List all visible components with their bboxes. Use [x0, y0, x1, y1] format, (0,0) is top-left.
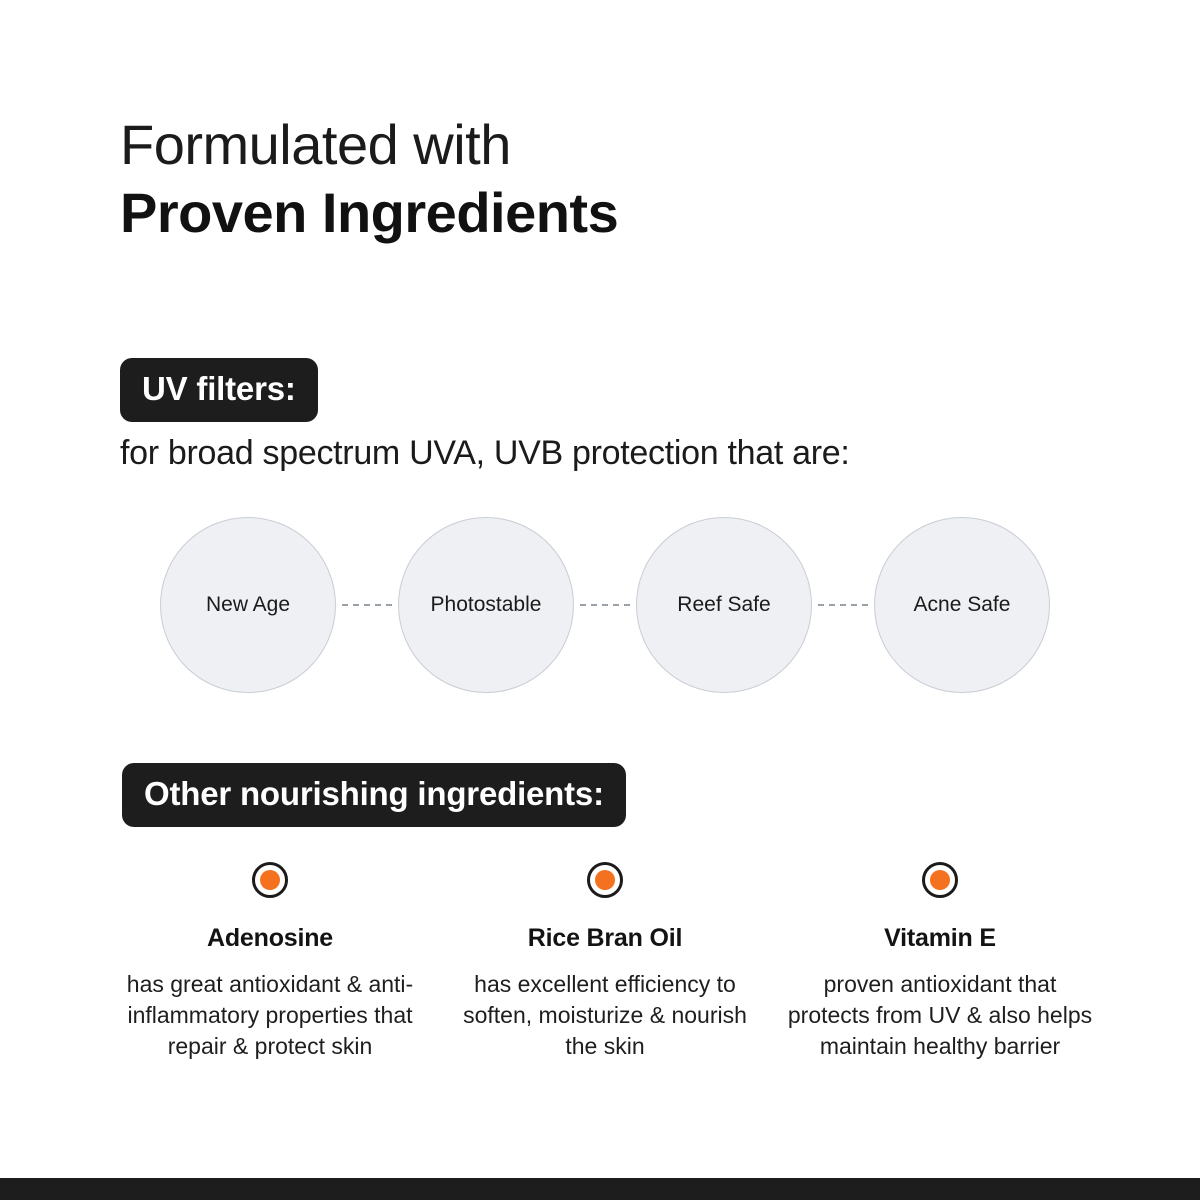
circle-reef-safe: Reef Safe — [636, 517, 812, 693]
bullet-dot-icon — [587, 862, 623, 898]
ingredient-description: proven antioxidant that protects from UV & also helps maintain healthy barrier — [787, 971, 1093, 1059]
title-line-2: Proven Ingredients — [120, 181, 619, 244]
circle-photostable: Photostable — [398, 517, 574, 693]
other-ingredients-label: Other nourishing ingredients: — [122, 763, 626, 827]
circle-item — [160, 517, 336, 693]
bullet-dot-icon — [252, 862, 288, 898]
connector-dashes — [580, 604, 630, 606]
title-line-1: Formulated with — [120, 113, 511, 176]
ingredient-item — [445, 862, 765, 1062]
connector-dashes — [342, 604, 392, 606]
ingredient-description: has great antioxidant & anti-inflammatory properties that repair & protect skin — [126, 971, 414, 1059]
ingredient-item — [110, 862, 430, 1062]
ingredients-list — [110, 862, 1100, 1062]
circle-acne-safe: Acne Safe — [874, 517, 1050, 693]
ingredient-description: has excellent efficiency to soften, moisturize & nourish the skin — [463, 971, 747, 1059]
bullet-dot-inner — [260, 870, 280, 890]
ingredient-name: Rice Bran Oil — [527, 924, 683, 952]
ingredient-item — [780, 862, 1100, 1062]
bottom-bar — [0, 1178, 1200, 1200]
ingredient-name: Adenosine — [207, 924, 333, 952]
bullet-dot-icon — [922, 862, 958, 898]
ingredient-name: Vitamin E — [884, 924, 996, 952]
uv-filter-attributes — [160, 515, 1050, 695]
circle-item — [636, 517, 812, 693]
bullet-dot-inner — [595, 870, 615, 890]
uv-filters-label: UV filters: — [120, 358, 318, 422]
circle-item — [874, 517, 1050, 693]
uv-filters-subtitle: for broad spectrum UVA, UVB protection that are: — [120, 434, 850, 472]
page-title — [120, 112, 1020, 248]
bullet-dot-inner — [930, 870, 950, 890]
circle-item — [398, 517, 574, 693]
circle-new-age: New Age — [160, 517, 336, 693]
connector-dashes — [818, 604, 868, 606]
